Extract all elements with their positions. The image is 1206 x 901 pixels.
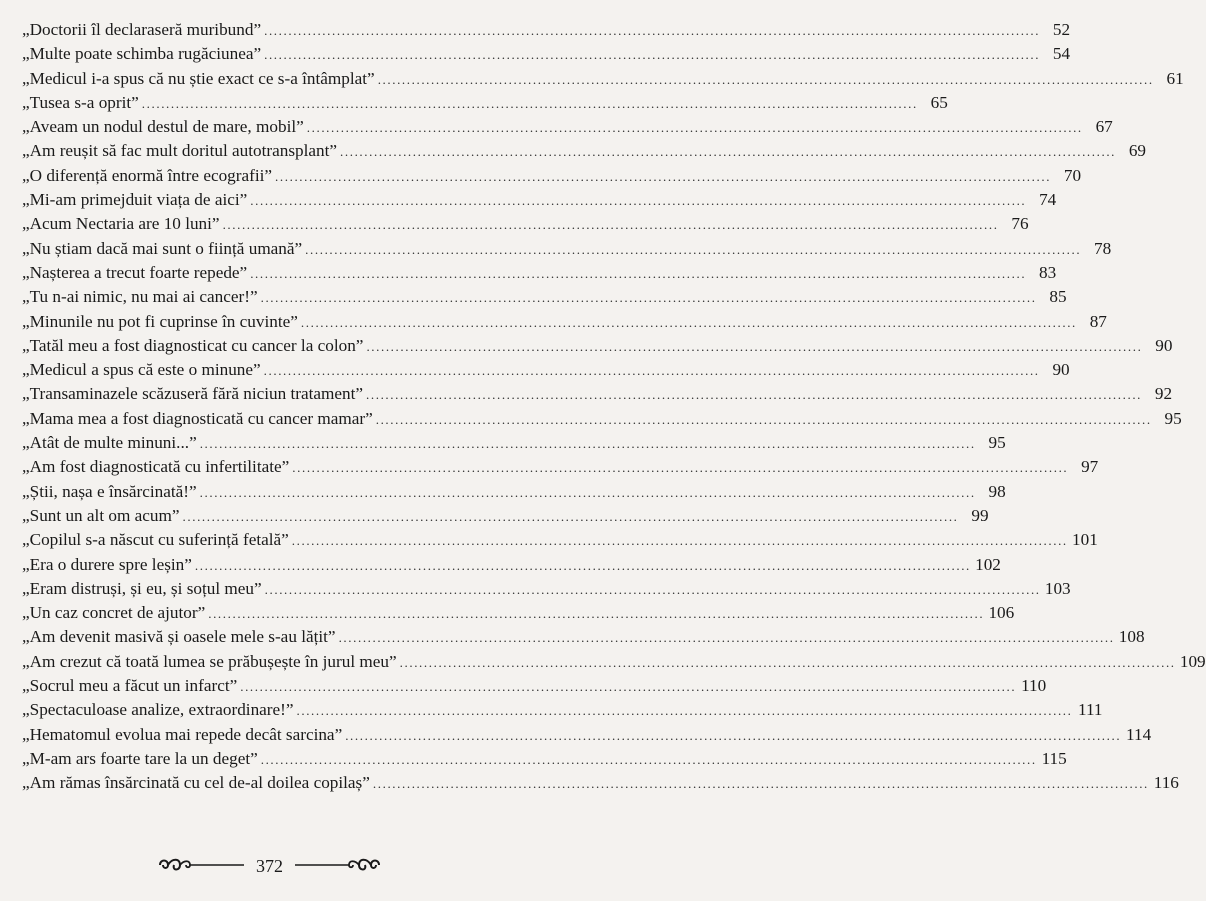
toc-entry-title: „Am crezut că toată lumea se prăbușește în jurul meu” [22, 651, 397, 671]
toc-entry-page: 108 [1118, 627, 1145, 647]
toc-entry-title: „Minunile nu pot fi cuprinse în cuvinte” [22, 311, 298, 331]
toc-entry-title: „M-am ars foarte tare la un deget” [22, 748, 258, 768]
toc-entry [22, 407, 1182, 431]
toc-entry-title: „Multe poate schimba rugăciunea” [22, 44, 262, 64]
toc-entry-title: „Copilul s-a născut cu suferință fetală” [22, 530, 289, 550]
toc-entry-title: „Hematomul evolua mai repede decât sarcina” [22, 724, 343, 744]
dot-leader: ................................................................................................................................................................ [182, 508, 959, 524]
toc-entry [22, 625, 1145, 649]
toc-entry-page: 101 [1072, 530, 1098, 550]
toc-entry [22, 528, 1098, 552]
toc-entry-page: 78 [1093, 238, 1112, 258]
toc-entry-title: „Tu n-ai nimic, nu mai ai cancer!” [22, 287, 258, 307]
toc-entry-title: „Mama mea a fost diagnosticată cu cancer mamar” [22, 408, 373, 428]
toc-entry [22, 723, 1152, 747]
toc-entry-page: 90 [1155, 335, 1173, 355]
toc-entry [22, 480, 1006, 504]
toc-entry [22, 698, 1103, 722]
toc-entry-page: 61 [1166, 68, 1184, 88]
toc-entry-page: 103 [1044, 578, 1071, 598]
toc-entry-title: „Socrul meu a făcut un infarct” [22, 676, 238, 696]
toc-entry-page: 95 [1164, 408, 1182, 428]
toc-entry-title: „Era o durere spre leșin” [22, 554, 192, 574]
page-number: 372 [256, 855, 283, 876]
toc-entry-page: 85 [1049, 287, 1067, 307]
toc-entry [22, 577, 1071, 601]
toc-entry [22, 674, 1047, 698]
toc-entry [22, 382, 1173, 406]
dot-leader: ................................................................................................................................................................ [366, 338, 1143, 354]
toc-entry [22, 261, 1057, 285]
dot-leader: ................................................................................................................................................................ [194, 557, 971, 573]
toc-entry-title: „Atât de multe minuni...” [22, 433, 197, 453]
toc-entry [22, 601, 1015, 625]
dot-leader: ................................................................................................................................................................ [264, 581, 1041, 597]
toc-entry [22, 42, 1071, 66]
dot-leader: ................................................................................................................................................................ [305, 241, 1082, 257]
toc-entry [22, 771, 1179, 795]
toc-entry-page: 97 [1081, 457, 1099, 477]
dot-leader: ................................................................................................................................................................ [291, 533, 1068, 549]
table-of-contents [22, 18, 1206, 796]
dot-leader: ................................................................................................................................................................ [260, 290, 1037, 306]
toc-entry-title: „Transaminazele scăzuseră fără niciun tratament” [22, 384, 364, 404]
toc-entry-page: 110 [1021, 676, 1047, 696]
dot-leader: ................................................................................................................................................................ [296, 703, 1073, 719]
dot-leader: ................................................................................................................................................................ [275, 168, 1052, 184]
toc-entry [22, 237, 1112, 261]
toc-entry-page: 92 [1154, 384, 1173, 404]
toc-entry [22, 139, 1147, 163]
dot-leader: ................................................................................................................................................................ [372, 776, 1149, 792]
dot-leader: ................................................................................................................................................................ [141, 95, 918, 111]
toc-entry-page: 74 [1039, 190, 1057, 210]
dot-leader: ................................................................................................................................................................ [199, 436, 976, 452]
toc-entry-page: 69 [1128, 141, 1147, 161]
toc-entry-title: „Am devenit masivă și oasele mele s-au lățit” [22, 627, 336, 647]
toc-entry-page: 52 [1052, 20, 1071, 39]
toc-entry-page: 116 [1153, 773, 1179, 793]
toc-entry-page: 70 [1063, 165, 1082, 185]
toc-entry-title: „Tatăl meu a fost diagnosticat cu cancer la colon” [22, 335, 364, 355]
dot-leader: ................................................................................................................................................................ [250, 265, 1027, 281]
toc-entry-title: „O diferență enormă între ecografii” [22, 165, 273, 185]
toc-entry-page: 102 [975, 554, 1001, 574]
toc-entry-page: 106 [988, 603, 1015, 623]
toc-entry-page: 114 [1126, 724, 1152, 744]
toc-entry-title: „Nu știam dacă mai sunt o ființă umană” [22, 238, 303, 258]
dot-leader: ................................................................................................................................................................ [250, 193, 1027, 209]
toc-entry-page: 98 [988, 481, 1006, 501]
toc-entry-title: „Știi, nașa e însărcinată!” [22, 481, 197, 501]
toc-entry-title: „Aveam un nodul destul de mare, mobil” [22, 117, 304, 137]
toc-entry-title: „Nașterea a trecut foarte repede” [22, 262, 248, 282]
toc-entry [22, 431, 1006, 455]
toc-entry-page: 109 [1179, 651, 1206, 671]
dot-leader: ................................................................................................................................................................ [300, 314, 1077, 330]
dot-leader: ................................................................................................................................................................ [199, 484, 976, 500]
dot-leader: ................................................................................................................................................................ [377, 71, 1154, 87]
toc-entry-title: „Sunt un alt om acum” [22, 505, 180, 525]
toc-entry-page: 111 [1077, 700, 1103, 720]
toc-entry-page: 99 [971, 505, 989, 525]
dot-leader: ................................................................................................................................................................ [345, 727, 1122, 743]
toc-entry-page: 90 [1052, 360, 1070, 380]
toc-entry [22, 504, 989, 528]
toc-entry [22, 310, 1107, 334]
flourish-left-icon [156, 854, 246, 876]
toc-entry-title: „Spectaculoase analize, extraordinare!” [22, 700, 294, 720]
dot-leader: ................................................................................................................................................................ [338, 630, 1115, 646]
toc-entry-page: 115 [1041, 748, 1067, 768]
flourish-right-icon [293, 854, 383, 876]
dot-leader: ................................................................................................................................................................ [366, 387, 1143, 403]
toc-entry [22, 91, 948, 115]
toc-entry-page: 76 [1011, 214, 1029, 234]
toc-entry-title: „Am fost diagnosticată cu infertilitate” [22, 457, 290, 477]
toc-entry [22, 650, 1206, 674]
dot-leader: ................................................................................................................................................................ [263, 363, 1040, 379]
dot-leader: ................................................................................................................................................................ [264, 23, 1041, 38]
dot-leader: ................................................................................................................................................................ [260, 751, 1037, 767]
dot-leader: ................................................................................................................................................................ [375, 411, 1152, 427]
dot-leader: ................................................................................................................................................................ [399, 654, 1176, 670]
toc-entry-title: „Acum Nectaria are 10 luni” [22, 214, 220, 234]
toc-entry [22, 358, 1070, 382]
toc-entry [22, 18, 1071, 42]
toc-entry-page: 83 [1039, 262, 1057, 282]
dot-leader: ................................................................................................................................................................ [264, 47, 1041, 63]
toc-entry-title: „Eram distruși, și eu, și soțul meu” [22, 578, 262, 598]
toc-entry-title: „Am rămas însărcinată cu cel de-al doilea copilaș” [22, 773, 370, 793]
toc-entry-title: „Mi-am primejduit viața de aici” [22, 190, 248, 210]
dot-leader: ................................................................................................................................................................ [306, 120, 1083, 136]
dot-leader: ................................................................................................................................................................ [222, 217, 999, 233]
toc-entry-title: „Tusea s-a oprit” [22, 92, 139, 112]
toc-entry [22, 747, 1067, 771]
toc-entry [22, 115, 1113, 139]
toc-entry-title: „Medicul a spus că este o minune” [22, 360, 261, 380]
toc-entry-title: „Am reușit să fac mult doritul autotransplant” [22, 141, 338, 161]
dot-leader: ................................................................................................................................................................ [292, 460, 1069, 476]
dot-leader: ................................................................................................................................................................ [240, 679, 1017, 695]
toc-entry-page: 65 [930, 92, 948, 112]
toc-entry-page: 54 [1052, 44, 1071, 64]
toc-entry-title: „Un caz concret de ajutor” [22, 603, 206, 623]
toc-entry [22, 455, 1099, 479]
toc-entry-page: 95 [988, 433, 1006, 453]
dot-leader: ................................................................................................................................................................ [208, 606, 985, 622]
toc-entry [22, 67, 1184, 91]
toc-entry-page: 67 [1095, 117, 1113, 137]
toc-entry [22, 212, 1029, 236]
toc-entry [22, 285, 1067, 309]
toc-entry [22, 188, 1057, 212]
dot-leader: ................................................................................................................................................................ [340, 144, 1117, 160]
toc-entry-title: „Doctorii îl declaraseră muribund” [22, 20, 262, 39]
toc-entry [22, 164, 1082, 188]
page-footer [0, 850, 539, 880]
toc-entry [22, 334, 1173, 358]
toc-entry-title: „Medicul i-a spus că nu știe exact ce s-a întâmplat” [22, 68, 375, 88]
toc-entry-page: 87 [1089, 311, 1107, 331]
toc-entry [22, 553, 1001, 577]
